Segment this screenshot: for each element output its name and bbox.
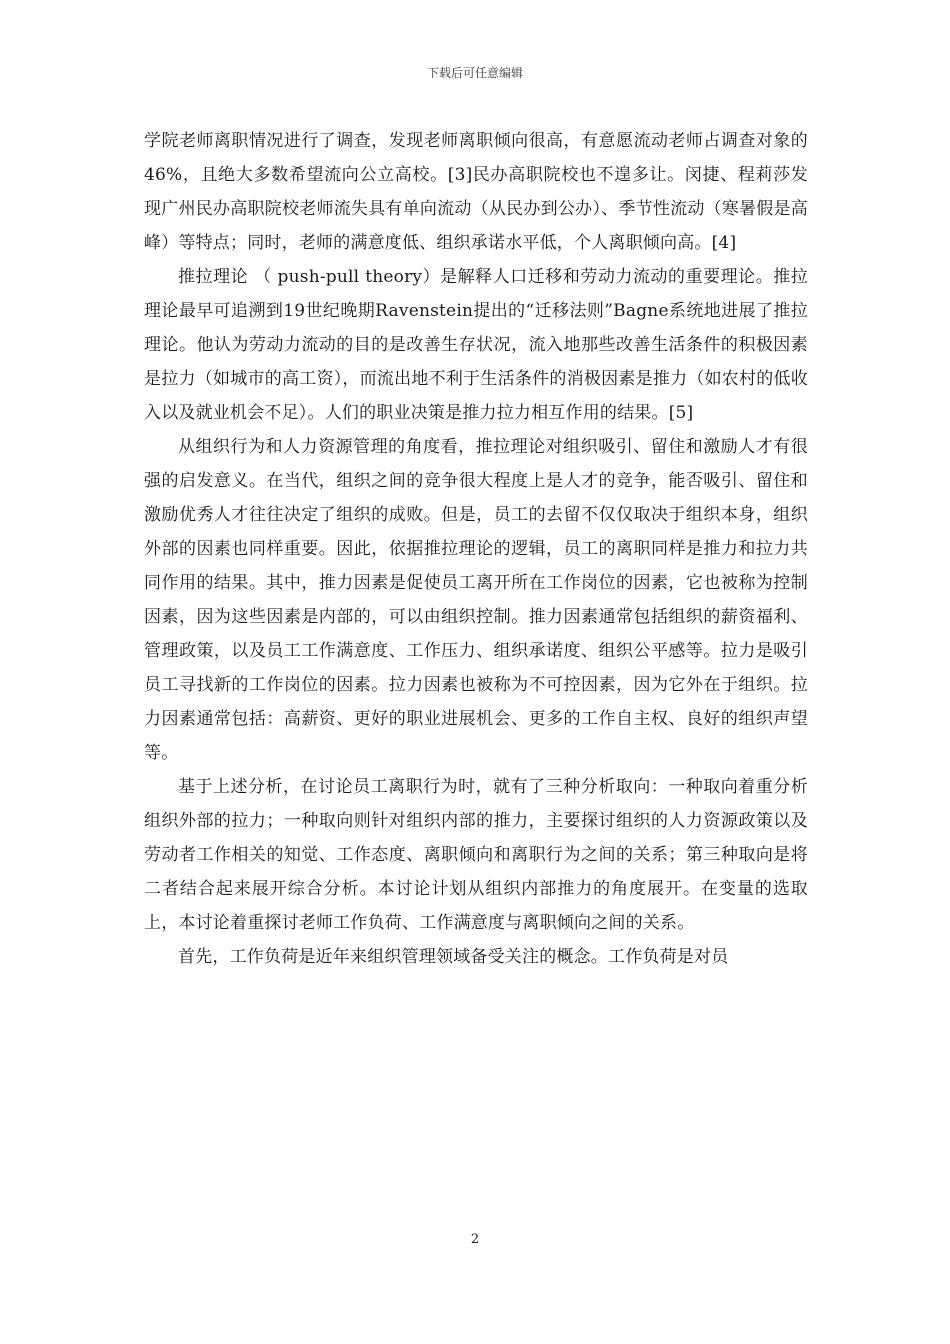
paragraph-organizational-perspective: 从组织行为和人力资源管理的角度看，推拉理论对组织吸引、留住和激励人才有很强的启发意义。在当代，组织之间的竞争很大程度上是人才的竞争，能否吸引、留住和激励优秀人才往往决定了组织的成败。但是，员工的去留不仅仅取决于组织本身，组织外部的因素也同样重要。因此，依据推拉理论的逻辑，员工的离职同样是推力和拉力共同作用的结果。其中，推力因素是促使员工离开所在工作岗位的因素，它也被称为控制因素，因为这些因素是内部的，可以由组织控制。推力因素通常包括组织的薪资福利、管理政策，以及员工工作满意度、工作压力、组织承诺度、组织公平感等。拉力是吸引员工寻找新的工作岗位的因素。拉力因素也被称为不可控因素，因为它外在于组织。拉力因素通常包括：高薪资、更好的职业进展机会、更多的工作自主权、良好的组织声望等。: [144, 437, 808, 763]
page-number: 2: [470, 1232, 480, 1247]
paragraph-workload: 首先，工作负荷是近年来组织管理领域备受关注的概念。工作负荷是对员: [178, 947, 729, 967]
paragraph-continuation: 学院老师离职情况进行了调查，发现老师离职倾向很高，有意愿流动老师占调查对象的46%，且绝大多数希望流向公立高校。[3]民办高职院校也不遑多让。闵捷、程莉莎发现广州民办高职院校老师流失具有单向流动（从民办到公办）、季节性流动（寒暑假是高峰）等特点；同时，老师的满意度低、组织承诺水平低，个人离职倾向高。[4]: [144, 131, 808, 253]
document-body: [144, 124, 808, 974]
paragraph-push-pull-theory: 推拉理论 （ push-pull theory）是解释人口迁移和劳动力流动的重要理论。推拉理论最早可追溯到19世纪晚期Ravenstein提出的“迁移法则”Bagne系统地进展了推拉理论。他认为劳动力流动的目的是改善生存状况，流入地那些改善生活条件的积极因素是拉力（如城市的高工资），而流出地不利于生活条件的消极因素是推力（如农村的低收入以及就业机会不足）。人们的职业决策是推力拉力相互作用的结果。[5]: [144, 267, 808, 423]
page-header: 下载后可任意编辑: [426, 66, 523, 80]
paragraph-analysis-approaches: 基于上述分析，在讨论员工离职行为时，就有了三种分析取向：一种取向着重分析组织外部的拉力；一种取向则针对组织内部的推力，主要探讨组织的人力资源政策以及劳动者工作相关的知觉、工作态度、离职倾向和离职行为之间的关系；第三种取向是将二者结合起来展开综合分析。本讨论计划从组织内部推力的角度展开。在变量的选取上，本讨论着重探讨老师工作负荷、工作满意度与离职倾向之间的关系。: [144, 777, 808, 933]
